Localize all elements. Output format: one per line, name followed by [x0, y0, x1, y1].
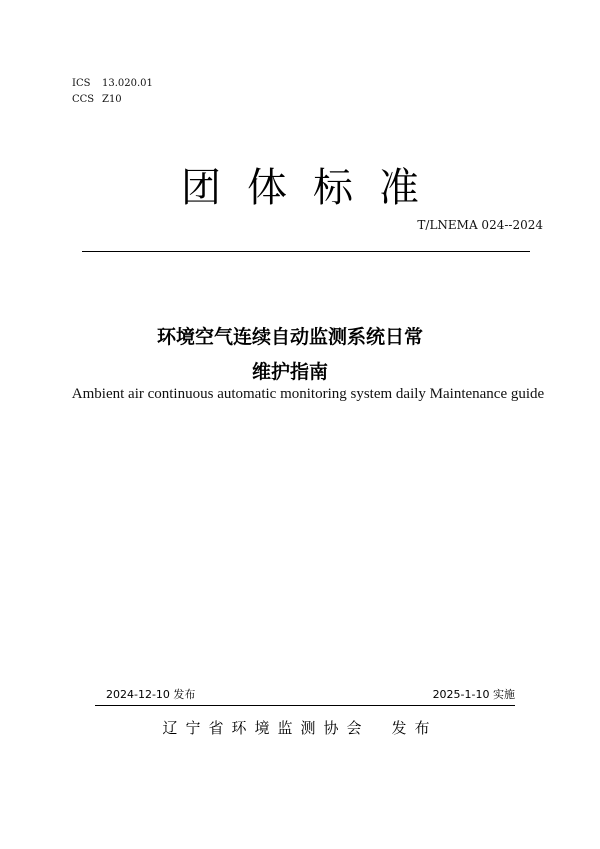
top-divider: [82, 251, 530, 252]
issuer-line: [0, 717, 600, 738]
document-title-zh-line1: 环境空气连续自动监测系统日常: [156, 326, 423, 348]
issue-date: 2024-12-10 发布: [106, 688, 196, 701]
ics-row: [72, 76, 153, 92]
issuer-organization: 辽宁省环境监测协会: [162, 719, 370, 737]
ics-label: ICS: [72, 78, 91, 89]
document-title-zh-line2: 维护指南: [251, 361, 328, 383]
implementation-date: 2025-1-10 实施: [432, 688, 515, 701]
standard-number: T/LNEMA 024--2024: [417, 218, 543, 232]
standard-type-title: 团体标准: [181, 165, 445, 211]
bottom-divider: [95, 705, 515, 706]
document-title-en: Ambient air continuous automatic monitoring system daily Maintenance guide: [71, 386, 545, 402]
ccs-row: [72, 92, 153, 108]
ics-value: 13.020.01: [102, 78, 153, 89]
classification-codes: [72, 76, 153, 108]
ccs-label: CCS: [72, 94, 95, 105]
issuer-action: 发布: [391, 719, 438, 737]
ccs-value: Z10: [102, 94, 122, 105]
